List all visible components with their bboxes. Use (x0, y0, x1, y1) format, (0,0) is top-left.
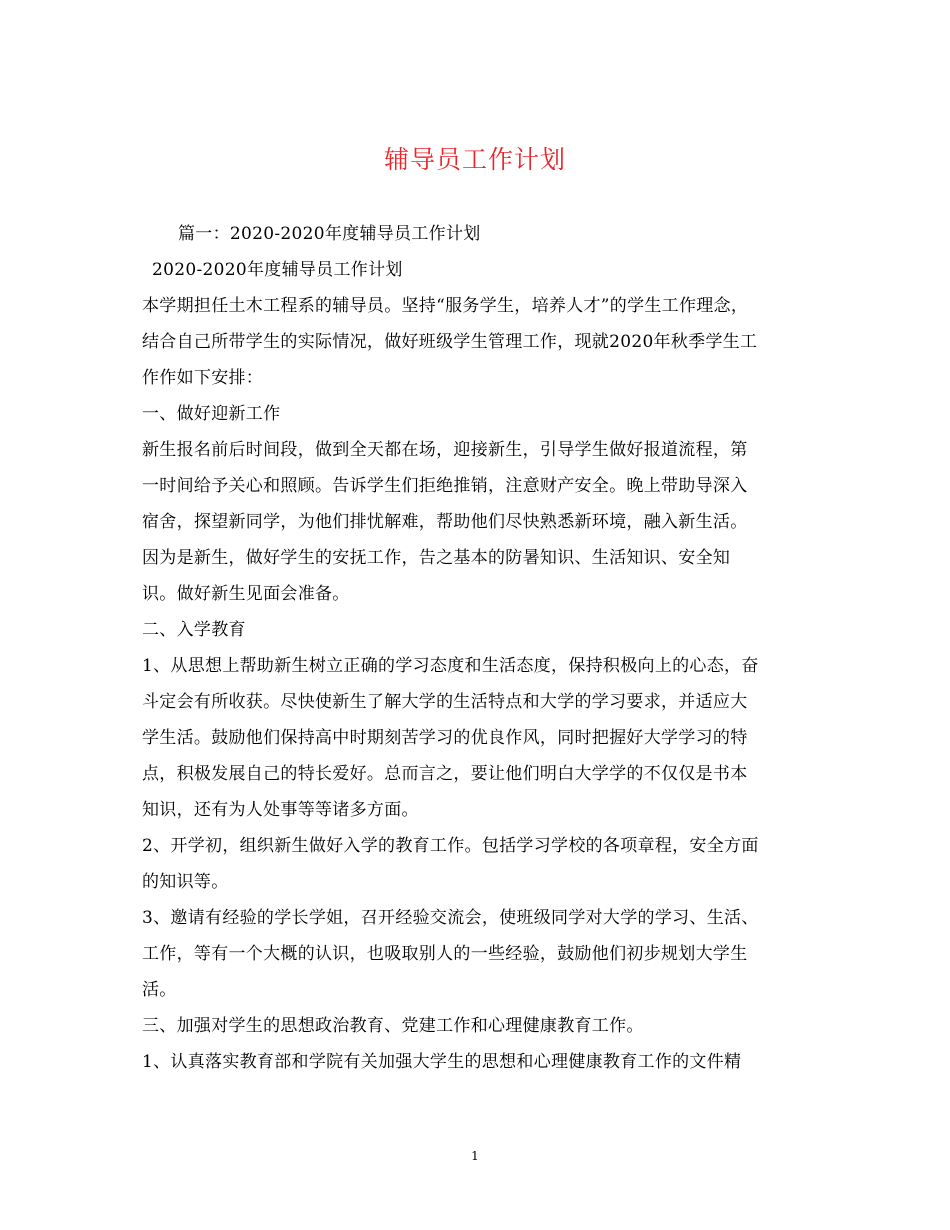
text-line: 识。做好新生见面会准备。 (142, 584, 350, 604)
text-line: 2020-2020年度辅导员工作计划 (152, 260, 403, 280)
text-line: 工作，等有一个大概的认识，也吸取别人的一些经验，鼓励他们初步规划大学生 (142, 944, 748, 964)
text-line: 点，积极发展自己的特长爱好。总而言之，要让他们明白大学学的不仅仅是书本 (142, 764, 748, 784)
text-line: 1、从思想上帮助新生树立正确的学习态度和生活态度，保持积极向上的心态，奋 (142, 656, 759, 676)
text-line: 3、邀请有经验的学长学姐，召开经验交流会，使班级同学对大学的学习、生活、 (142, 908, 759, 928)
section-heading: 一、做好迎新工作 (142, 404, 281, 424)
text-line: 一时间给予关心和照顾。告诉学生们拒绝推销，注意财产安全。晚上带助导深入 (142, 476, 748, 496)
text-line: 活。 (142, 980, 177, 1000)
text-line: 作作如下安排： (142, 368, 264, 388)
page-number: 1 (471, 1149, 479, 1163)
text-line: 新生报名前后时间段，做到全天都在场，迎接新生，引导学生做好报道流程，第 (142, 440, 748, 460)
text-line: 知识，还有为人处事等等诸多方面。 (142, 800, 419, 820)
text-line: 学生活。鼓励他们保持高中时期刻苦学习的优良作风，同时把握好大学学习的特 (142, 728, 748, 748)
document-title: 辅导员工作计划 (383, 145, 566, 174)
text-line: 1、认真落实教育部和学院有关加强大学生的思想和心理健康教育工作的文件精 (142, 1052, 742, 1072)
text-line: 结合自己所带学生的实际情况，做好班级学生管理工作，现就2020年秋季学生工 (142, 332, 758, 352)
text-line: 本学期担任土木工程系的辅导员。坚持“服务学生，培养人才”的学生工作理念， (142, 296, 749, 316)
text-line: 的知识等。 (142, 872, 229, 892)
section-heading: 二、入学教育 (142, 620, 246, 640)
text-line: 因为是新生，做好学生的安抚工作，告之基本的防暑知识、生活知识、安全知 (142, 548, 731, 568)
text-line: 斗定会有所收获。尽快使新生了解大学的生活特点和大学的学习要求，并适应大 (142, 692, 748, 712)
document-body (142, 216, 808, 1080)
text-line: 篇一：2020-2020年度辅导员工作计划 (178, 224, 481, 244)
text-line: 宿舍，探望新同学，为他们排忧解难，帮助他们尽快熟悉新环境，融入新生活。 (142, 512, 748, 532)
text-line: 2、开学初，组织新生做好入学的教育工作。包括学习学校的各项章程，安全方面 (142, 836, 759, 856)
section-heading: 三、加强对学生的思想政治教育、党建工作和心理健康教育工作。 (142, 1016, 644, 1036)
